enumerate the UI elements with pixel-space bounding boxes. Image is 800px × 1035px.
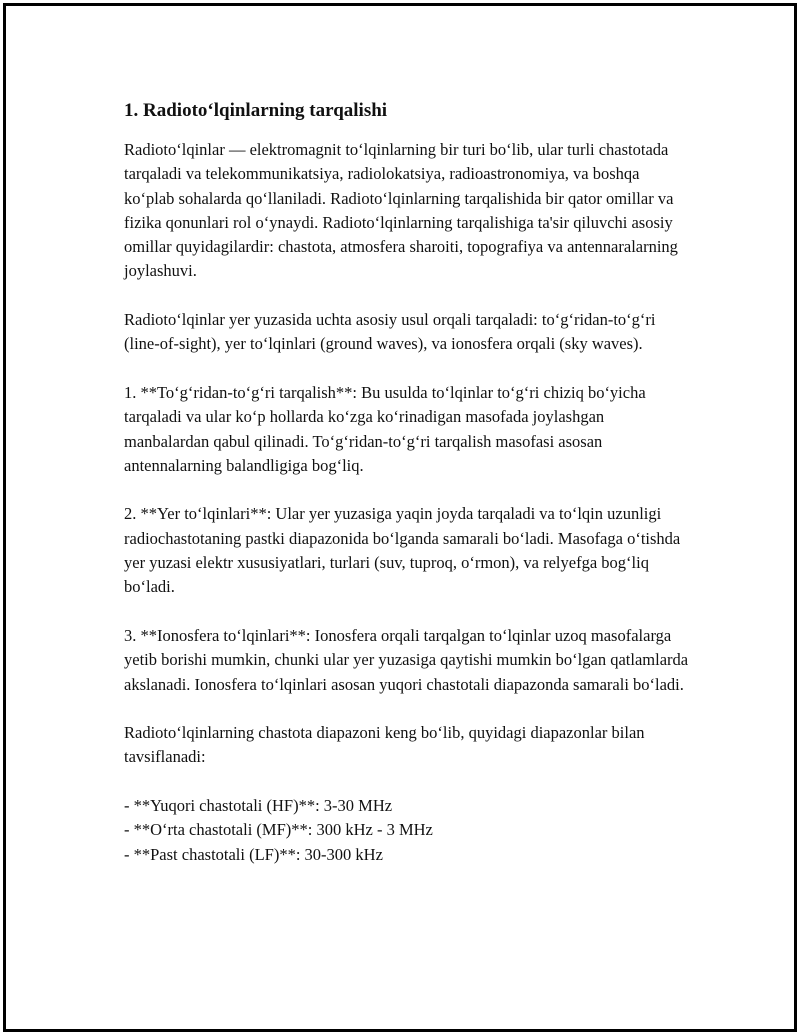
document-title: 1. Radioto‘lqinlarning tarqalishi — [124, 100, 388, 121]
list-item: - **Yuqori chastotali (HF)**: 3-30 MHz — [124, 796, 393, 816]
paragraph-intro: Radioto‘lqinlar — elektromagnit to‘lqinlarning bir turi bo‘lib, ular turli chastotada tarqaladi va telekommunikatsiya, radiolokatsiya, radioastronomiya, va boshqa ko‘plab sohalarda qo‘llaniladi. Radioto‘lqinlarning tarqalishida bir qator omillar va fizika qonunlari rol o‘ynaydi. Radioto‘lqinlarning tarqalishiga ta'sir qiluvchi asosiy omillar quyidagilardir: chastota, atmosfera sharoiti, topografiya va antennaralarning joylashuvi. — [124, 140, 678, 281]
document-body — [121, 98, 691, 867]
list-item: - **Past chastotali (LF)**: 30-300 kHz — [124, 844, 383, 864]
list-item: - **O‘rta chastotali (MF)**: 300 kHz - 3 MHz — [124, 820, 433, 840]
paragraph-ground-waves: 2. **Yer to‘lqinlari**: Ular yer yuzasiga yaqin joyda tarqaladi va to‘lqin uzunligi radiochastotaning pastki diapazonida bo‘lganda samarali bo‘ladi. Masofaga o‘tishda yer yuzasi elektr xususiyatlari, turlari (suv, tuproq, o‘rmon), va relyefga bog‘liq bo‘ladi. — [124, 504, 681, 597]
page-frame — [3, 3, 797, 1032]
paragraph-line-of-sight: 1. **To‘g‘ridan-to‘g‘ri tarqalish**: Bu usulda to‘lqinlar to‘g‘ri chiziq bo‘yicha tarqaladi va ular ko‘p hollarda ko‘zga ko‘rinadigan masofada joylashgan manbalardan qabul qilinadi. To‘g‘ridan-to‘g‘ri tarqalish masofasi asosan antennalarning balandligiga bog‘liq. — [124, 382, 646, 475]
paragraph-frequency-range: Radioto‘lqinlarning chastota diapazoni keng bo‘lib, quyidagi diapazonlar bilan tavsiflanadi: — [124, 723, 645, 767]
paragraph-sky-waves: 3. **Ionosfera to‘lqinlari**: Ionosfera orqali tarqalgan to‘lqinlar uzoq masofalarga yetib borishi mumkin, chunki ular yer yuzasiga qaytishi mumkin bo‘lgan qatlamlarda akslanadi. Ionosfera to‘lqinlari asosan yuqori chastotali diapazonda samarali bo‘ladi. — [124, 625, 689, 694]
paragraph-methods: Radioto‘lqinlar yer yuzasida uchta asosiy usul orqali tarqaladi: to‘g‘ridan-to‘g‘ri (line-of-sight), yer to‘lqinlari (ground waves), va ionosfera orqali (sky waves). — [124, 310, 656, 354]
frequency-list — [124, 794, 691, 867]
